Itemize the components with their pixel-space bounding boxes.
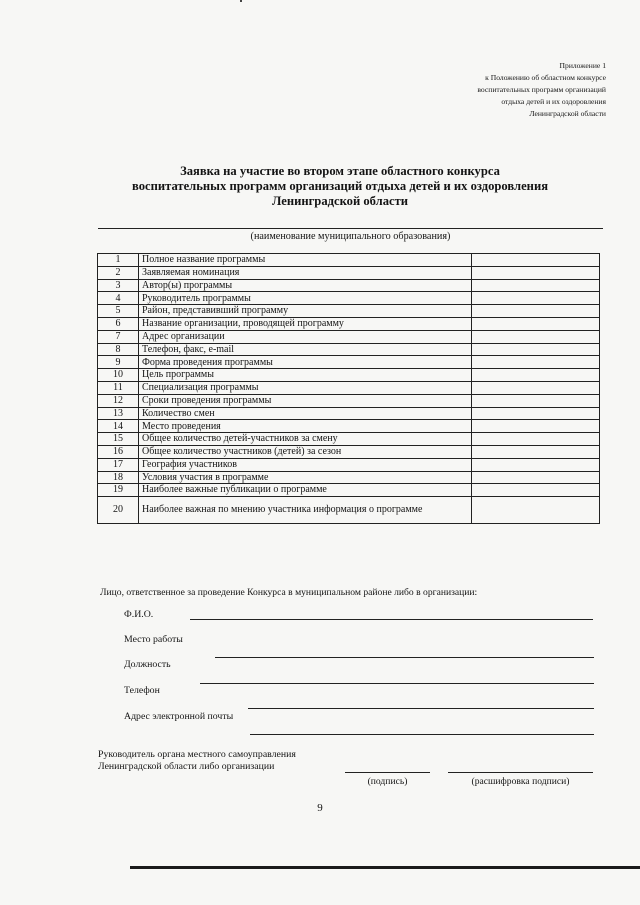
row-label: Наиболее важные публикации о программе (139, 484, 472, 497)
row-value-cell[interactable] (472, 394, 600, 407)
row-number: 12 (98, 394, 139, 407)
row-value-cell[interactable] (472, 305, 600, 318)
table-row (98, 394, 600, 407)
row-label: Специализация программы (139, 381, 472, 394)
row-value-cell[interactable] (472, 407, 600, 420)
signature-role-line: Руководитель органа местного самоуправления (98, 749, 296, 760)
title-line: Ленинградской области (271, 194, 409, 208)
table-row (98, 433, 600, 446)
signature-block (98, 749, 296, 773)
row-value-cell[interactable] (472, 369, 600, 382)
application-table (97, 253, 600, 524)
table-row (98, 381, 600, 394)
row-label: Телефон, факс, e-mail (139, 343, 472, 356)
appendix-line: Приложение 1 (559, 61, 606, 70)
table-row (98, 343, 600, 356)
workplace-field-line[interactable] (215, 657, 594, 658)
row-label: Форма проведения программы (139, 356, 472, 369)
row-number: 5 (98, 305, 139, 318)
row-value-cell[interactable] (472, 484, 600, 497)
row-label: Количество смен (139, 407, 472, 420)
row-label: Автор(ы) программы (139, 279, 472, 292)
row-label: География участников (139, 458, 472, 471)
row-value-cell[interactable] (472, 420, 600, 433)
row-value-cell[interactable] (472, 292, 600, 305)
row-label: Место проведения (139, 420, 472, 433)
row-value-cell[interactable] (472, 445, 600, 458)
row-number: 10 (98, 369, 139, 382)
row-number: 9 (98, 356, 139, 369)
position-label: Должность (124, 659, 171, 670)
row-label: Название организации, проводящей программу (139, 317, 472, 330)
signature-decode-caption: (расшифровка подписи) (471, 776, 570, 787)
fio-field-line[interactable] (190, 619, 593, 620)
table-row (98, 420, 600, 433)
row-label: Адрес организации (139, 330, 472, 343)
row-label: Общее количество детей-участников за смену (139, 433, 472, 446)
signature-role-line: Ленинградской области либо организации (98, 761, 275, 772)
row-number: 15 (98, 433, 139, 446)
row-number: 6 (98, 317, 139, 330)
municipality-field-line[interactable] (98, 228, 603, 229)
appendix-line: отдыха детей и их оздоровления (501, 97, 606, 106)
table-row (98, 356, 600, 369)
title-line: воспитательных программ организаций отдыха детей и их оздоровления (131, 179, 549, 193)
row-number: 1 (98, 254, 139, 267)
table-row (98, 279, 600, 292)
table-row (98, 445, 600, 458)
row-number: 11 (98, 381, 139, 394)
row-label: Район, представивший программу (139, 305, 472, 318)
row-number: 8 (98, 343, 139, 356)
row-value-cell[interactable] (472, 317, 600, 330)
row-value-cell[interactable] (472, 266, 600, 279)
row-number: 14 (98, 420, 139, 433)
row-number: 13 (98, 407, 139, 420)
position-field-line[interactable] (200, 683, 594, 684)
appendix-header (366, 60, 606, 120)
row-value-cell[interactable] (472, 381, 600, 394)
table-row (98, 458, 600, 471)
table-row (98, 317, 600, 330)
row-number: 7 (98, 330, 139, 343)
scan-edge-bar (130, 866, 640, 869)
phone-field-line[interactable] (248, 708, 594, 709)
row-label: Полное название программы (139, 254, 472, 267)
row-value-cell[interactable] (472, 330, 600, 343)
email-label: Адрес электронной почты (124, 711, 234, 722)
row-number: 19 (98, 484, 139, 497)
email-field-line[interactable] (250, 734, 594, 735)
workplace-label: Место работы (124, 634, 183, 645)
table-row (98, 330, 600, 343)
responsible-intro: Лицо, ответственное за проведение Конкурса в муниципальном районе либо в организации: (100, 587, 478, 598)
row-value-cell[interactable] (472, 497, 600, 524)
row-label: Условия участия в программе (139, 471, 472, 484)
table-row (98, 305, 600, 318)
page-number: 9 (317, 802, 323, 814)
row-label: Наиболее важная по мнению участника информация о программе (139, 497, 472, 524)
table-row (98, 497, 600, 524)
title-line: Заявка на участие во втором этапе областного конкурса (180, 164, 500, 178)
signature-field-line[interactable] (345, 772, 430, 773)
row-label: Цель программы (139, 369, 472, 382)
row-label: Руководитель программы (139, 292, 472, 305)
appendix-line: Ленинградской области (529, 109, 606, 118)
row-value-cell[interactable] (472, 458, 600, 471)
table-row (98, 407, 600, 420)
row-number: 3 (98, 279, 139, 292)
table-row (98, 254, 600, 267)
row-value-cell[interactable] (472, 433, 600, 446)
row-value-cell[interactable] (472, 279, 600, 292)
appendix-line: воспитательных программ организаций (477, 85, 606, 94)
signature-caption: (подпись) (367, 776, 408, 787)
table-row (98, 266, 600, 279)
table-row (98, 369, 600, 382)
row-number: 17 (98, 458, 139, 471)
row-label: Общее количество участников (детей) за сезон (139, 445, 472, 458)
table-row (98, 484, 600, 497)
signature-decode-field-line[interactable] (448, 772, 593, 773)
table-row (98, 471, 600, 484)
row-value-cell[interactable] (472, 471, 600, 484)
fio-label: Ф.И.О. (124, 609, 154, 620)
row-value-cell[interactable] (472, 343, 600, 356)
row-number: 16 (98, 445, 139, 458)
row-number: 4 (98, 292, 139, 305)
row-value-cell[interactable] (472, 254, 600, 267)
row-label: Заявляемая номинация (139, 266, 472, 279)
row-label: Сроки проведения программы (139, 394, 472, 407)
municipality-caption: (наименование муниципального образования) (250, 231, 451, 242)
row-number: 20 (98, 497, 139, 524)
table-row (98, 292, 600, 305)
appendix-line: к Положению об областном конкурсе (485, 73, 606, 82)
row-number: 18 (98, 471, 139, 484)
row-number: 2 (98, 266, 139, 279)
row-value-cell[interactable] (472, 356, 600, 369)
phone-label: Телефон (124, 685, 160, 696)
document-title (90, 164, 590, 209)
scan-artifact (240, 0, 242, 2)
